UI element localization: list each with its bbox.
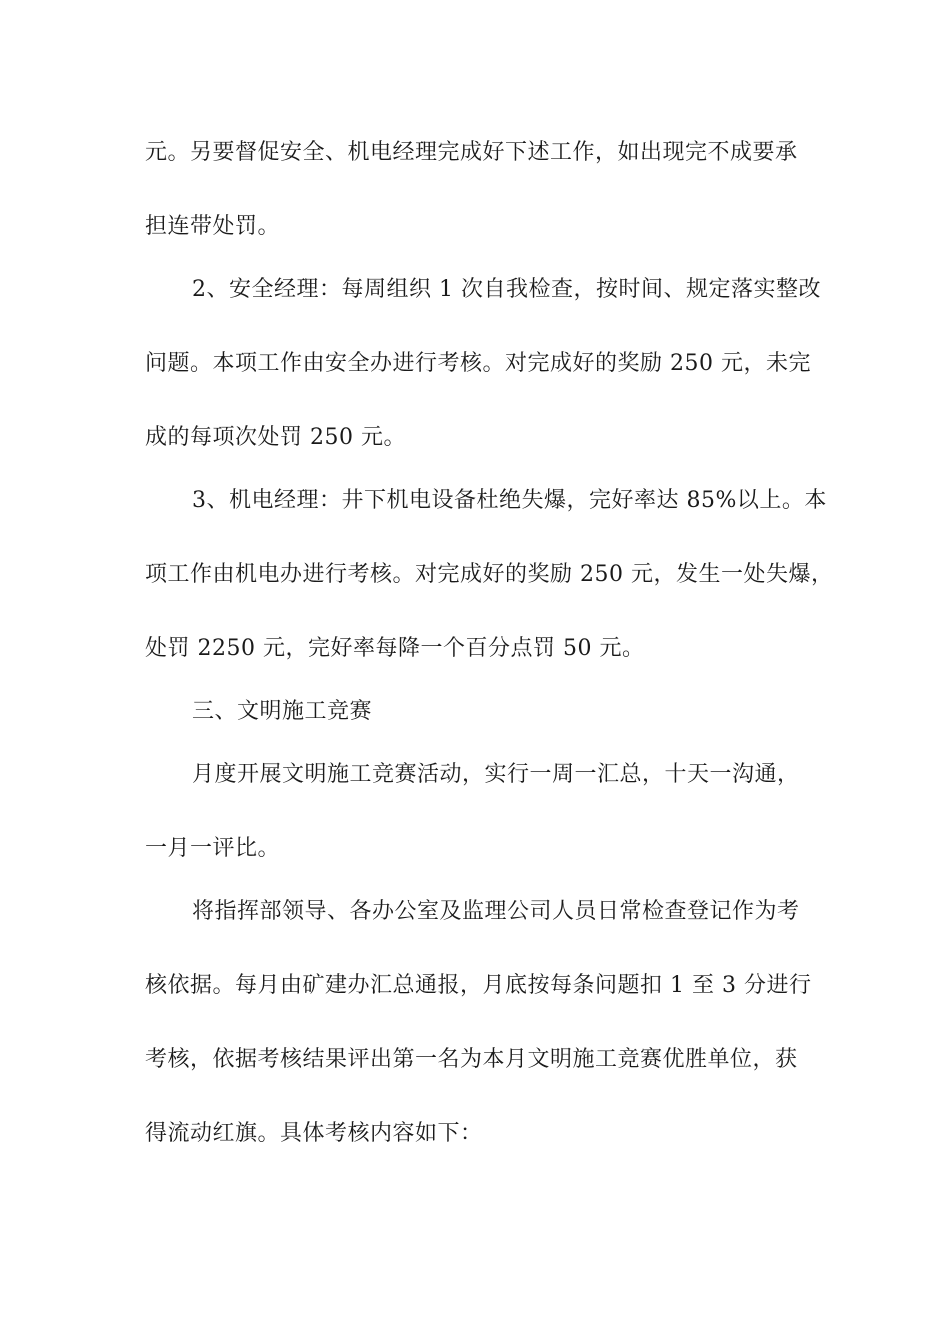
text-line: 得流动红旗。具体考核内容如下： — [145, 1121, 483, 1146]
text-line: 处罚 2250 元，完好率每降一个百分点罚 50 元。 — [145, 636, 645, 661]
paragraph-competition: 月度开展文明施工竞赛活动，实行一周一汇总，十天一沟通， — [192, 762, 800, 787]
paragraph-safety-manager: 2、安全经理：每周组织 1 次自我检查，按时间、规定落实整改 — [192, 277, 821, 302]
text-line: 问题。本项工作由安全办进行考核。对完成好的奖励 250 元，未完 — [145, 351, 811, 376]
text-line: 担连带处罚。 — [145, 214, 281, 239]
text-line: 考核，依据考核结果评出第一名为本月文明施工竞赛优胜单位，获 — [145, 1047, 798, 1072]
text-line: 元。另要督促安全、机电经理完成好下述工作，如出现完不成要承 — [145, 140, 798, 165]
text-line: 项工作由机电办进行考核。对完成好的奖励 250 元，发生一处失爆， — [145, 562, 834, 587]
paragraph-assessment: 将指挥部领导、各办公室及监理公司人员日常检查登记作为考 — [192, 899, 800, 924]
text-line: 成的每项次处罚 250 元。 — [145, 425, 406, 450]
text-line: 核依据。每月由矿建办汇总通报，月底按每条问题扣 1 至 3 分进行 — [145, 973, 812, 998]
text-line: 一月一评比。 — [145, 836, 281, 861]
section-heading: 三、文明施工竞赛 — [192, 699, 373, 724]
paragraph-electromech-manager: 3、机电经理：井下机电设备杜绝失爆，完好率达 85%以上。本 — [192, 488, 827, 513]
